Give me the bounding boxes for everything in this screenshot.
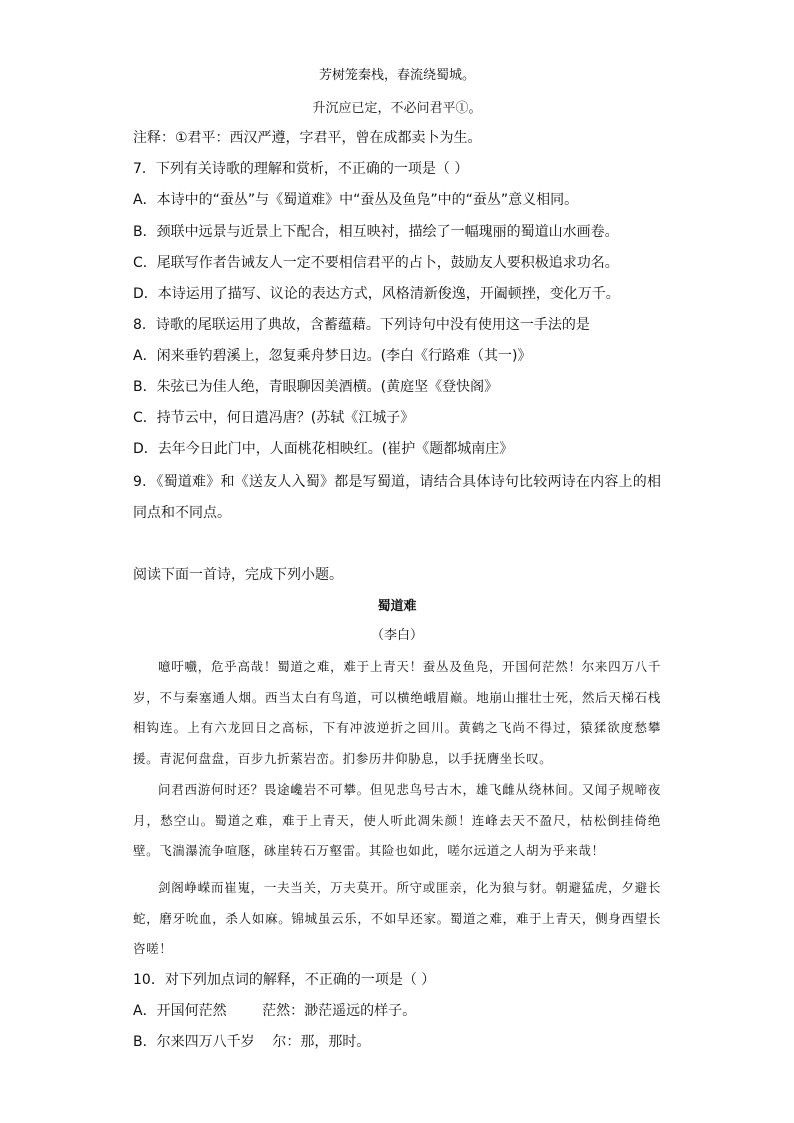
section-intro: 阅读下面一首诗，完成下列小题。 (133, 567, 343, 583)
question-7-option-d: D．本诗运用了描写、议论的表达方式，风格清新俊逸，开阖顿挫，变化万千。 (133, 286, 620, 302)
question-10-option-a: A．开国何茫然 茫然：渺茫遥远的样子。 (133, 1003, 417, 1019)
question-9-stem: 9．《蜀道难》和《送友人入蜀》都是写蜀道，请结合具体诗句比较两诗在内容上的相同点和不同点。 (133, 474, 661, 521)
poem-author: （李白） (370, 628, 423, 643)
question-8-stem: 8．诗歌的尾联运用了典故，含蓄蕴藉。下列诗句中没有使用这一手法的是 (133, 317, 590, 333)
question-8-option-d: D．去年今日此门中，人面桃花相映红。(崔护《题都城南庄》 (133, 441, 514, 457)
question-8-option-c: C．持节云中，何日遣冯唐？(苏轼《江城子》 (133, 410, 415, 426)
question-10-option-b: B．尔来四万八千岁 尔：那，那时。 (133, 1034, 371, 1050)
poem-paragraph-2: 问君西游何时还？畏途巉岩不可攀。但见悲鸟号古木，雄飞雌从绕林间。又闻子规啼夜月，愁空山。蜀道之难，难于上青天，使人听此凋朱颜！连峰去天不盈尺，枯松倒挂倚绝壁。飞湍瀑流争喧豗，砯崖转石万壑雷。其险也如此，嗟尔远道之人胡为乎来哉！ (133, 782, 661, 858)
question-8-option-b: B．朱弦已为佳人绝，青眼聊因美酒横。(黄庭坚《登快阁》 (133, 379, 499, 395)
poem-title: 蜀道难 (377, 599, 417, 614)
annotation-note: 注释：①君平：西汉严遵，字君平，曾在成都卖卜为生。 (133, 130, 482, 146)
question-7-option-a: A．本诗中的“蚕丛”与《蜀道难》中“蚕丛及鱼凫”中的“蚕丛”意义相同。 (133, 192, 579, 208)
poem-line-3: 芳树笼秦栈，春流绕蜀城。 (318, 68, 475, 83)
question-8-option-a: A．闲来垂钓碧溪上，忽复乘舟梦日边。(李白《行路难（其一)》 (133, 348, 532, 364)
poem-paragraph-1: 噫吁嚱，危乎高哉！蜀道之难，难于上青天！蚕丛及鱼凫，开国何茫然！尔来四万八千岁，不与秦塞通人烟。西当太白有鸟道，可以横绝峨眉巅。地崩山摧壮士死，然后天梯石栈相钩连。上有六龙回日之高标，下有冲波逆折之回川。黄鹤之飞尚不得过，猿猱欲度愁攀援。青泥何盘盘，百步九折萦岩峦。扪参历井仰胁息，以手抚膺坐长叹。 (133, 659, 661, 766)
question-10-stem: 10．对下列加点词的解释，不正确的一项是（ ） (133, 972, 436, 988)
question-7-option-c: C．尾联写作者告诫友人一定不要相信君平的占卜，鼓励友人要积极追求功名。 (133, 255, 619, 271)
poem-paragraph-3: 剑阁峥嵘而崔嵬，一夫当关，万夫莫开。所守或匪亲，化为狼与豺。朝避猛虎，夕避长蛇，磨牙吮血，杀人如麻。锦城虽云乐，不如早还家。蜀道之难，难于上青天，侧身西望长咨嗟！ (133, 880, 661, 956)
poem-line-4: 升沉应已定，不必问君平①。 (312, 101, 482, 116)
question-7-option-b: B．颈联中远景与近景上下配合，相互映衬，描绘了一幅瑰丽的蜀道山水画卷。 (133, 224, 619, 240)
question-7-stem: 7．下列有关诗歌的理解和赏析，不正确的一项是（ ） (133, 161, 469, 177)
